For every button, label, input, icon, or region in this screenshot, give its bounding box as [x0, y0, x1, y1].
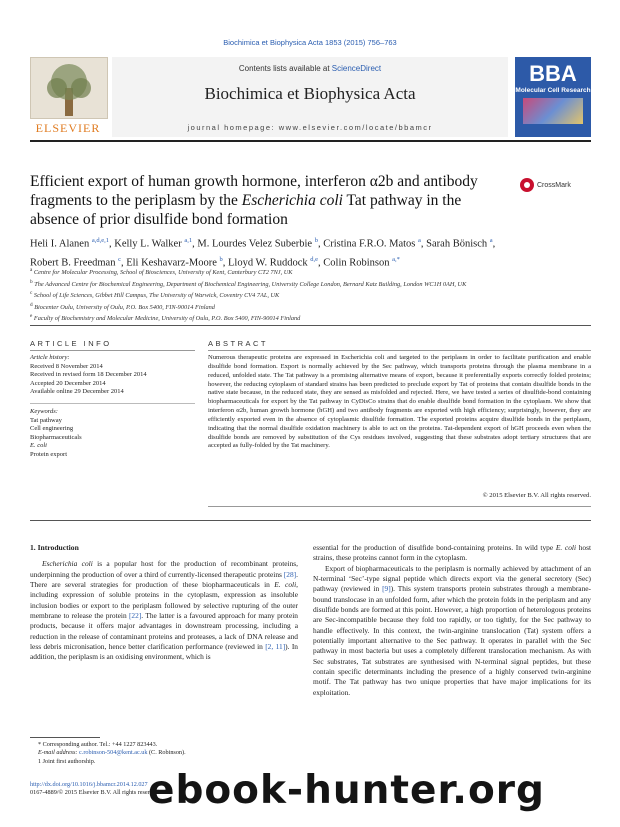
article-history [30, 354, 195, 397]
journal-title: Biochimica et Biophysica Acta [204, 84, 416, 103]
author-sup[interactable]: b [314, 237, 318, 244]
article-title [30, 172, 490, 229]
homepage-prefix: journal homepage: [187, 123, 279, 132]
author-list: Heli I. Alanen $^{a,d,e,1}$, Kelly L. Walker $^{a,1}$, M. Lourdes Velez Suberbie $^b$, Cristina F.R.O. Matos $^a$, Sarah Bönisch $^a$, Robert B. Freedman $^c$, Eli Keshavarz-Moore $^b$, Lloyd W. Ruddock $^{d,e}$, Colin Robinson $^{a,*}$ [30, 237, 496, 268]
author-name[interactable]: Cristina F.R.O. Matos [323, 238, 416, 250]
abstract-label: ABSTRACT [208, 339, 269, 348]
abstract-text: Numerous therapeutic proteins are expressed in Escherichia coli and targeted to the periplasm in order to facilitate purification and enable disulfide bond formation. Export is normally achieved by the Sec pathway, which transports proteins through the plasma membrane in a reduced, unfolded state. The Tat pathway is a promising alternative means of export, because it preferentially exports correctly folded proteins; however, the reducing cytoplasm of standard strains has been predicted to preclude export by Tat of proteins that contain disulfide bonds in the native state because, in the reduced state, they are sensed as misfolded and rejected. Here, we have tested a series of disulfide-bond containing biopharmaceuticals for export by the Tat pathway in CyDisCo strains that do enable disulfide bond formation in the cytoplasm. We show that interferon α2b, human growth hormone (hGH) and two antibody fragments are exported with high efficiency; surprisingly, however, they are efficiently exported even in the absence of cytoplasmic disulfide formation. The exported proteins acquire disulfide bonds in the periplasm, indicating that the normal disulfide oxidation machinery is able to act on the proteins. Tat-dependent export of hGH proceeds even when the disulfide bonds are removed by substitution of the Cys residues involved, suggesting that these substrates adopt tertiary structures that are accepted as fully-folded by the Tat machinery. [208, 354, 591, 450]
keyword: E. coli [30, 442, 47, 450]
article-info-rule [30, 350, 195, 351]
corresponding-author: * Corresponding author. Tel.: +44 1227 823443. [38, 741, 158, 748]
journal-cover[interactable] [515, 57, 591, 137]
elsevier-tree-icon [30, 57, 108, 119]
title-part1: Efficient export of human growth hormone, interferon α2b and antibody fragments to the periplasm by the [30, 173, 478, 209]
author-name[interactable]: Robert B. Freedman [30, 257, 116, 268]
author-name[interactable]: Heli I. Alanen [30, 238, 90, 250]
affiliation-list [30, 266, 591, 324]
footnotes [30, 741, 298, 766]
title-italic: Escherichia coli [241, 192, 343, 209]
article-info-label: ARTICLE INFO [30, 339, 112, 348]
joint-authorship: 1 Joint first authorship. [38, 757, 96, 765]
crossmark-button[interactable] [520, 178, 590, 194]
elsevier-logo [30, 57, 106, 135]
author-name[interactable]: Kelly L. Walker [114, 238, 182, 250]
history-item: Received 8 November 2014 [30, 362, 103, 370]
homepage-link[interactable]: www.elsevier.com/locate/bbamcr [278, 123, 433, 132]
sciencedirect-link[interactable]: ScienceDirect [331, 64, 382, 73]
author-sup[interactable]: a,d,e,1 [91, 237, 109, 244]
abstract-end-rule [208, 506, 591, 507]
body-column-right [313, 543, 591, 698]
affiliation: $^b$ The Advanced Centre for Biochemical Engineering, Department of Biochemical Engineering, University College London, Bernard Katz Building, London WC1H 0AH, UK [30, 278, 467, 288]
crossmark-label: CrossMark [537, 181, 571, 189]
keywords [30, 408, 195, 460]
affiliation: $^a$ Centre for Molecular Processing, School of Biosciences, University of Kent, Canterbury CT2 7NJ, UK [30, 267, 293, 277]
affiliation: $^d$ Biocenter Oulu, University of Oulu, P.O. Box 5400, FIN-90014 Finland [30, 301, 215, 311]
cover-subtitle: Molecular Cell Research [515, 87, 591, 94]
cover-image [523, 98, 583, 124]
reference-link[interactable]: [2, 11] [265, 642, 286, 652]
email-link[interactable]: c.robinson-504@kent.ac.uk [79, 749, 148, 757]
author-sup[interactable]: a [418, 237, 421, 244]
history-heading: Article history: [30, 354, 70, 361]
contents-line [112, 64, 508, 73]
author-sup[interactable]: c [118, 255, 121, 263]
keywords-rule [30, 403, 195, 404]
abstract-rule [208, 350, 591, 351]
author-sup[interactable]: a [489, 237, 493, 244]
paragraph: Export of biopharmaceuticals to the periplasm is normally achieved by attachment of an N-terminal ‘Sec’-type signal peptide which directs export via the general secretory (Sec) pathway (reviewed in [9]). This system transports protein substrates through a membrane-bound translocase in an unfolded form, after which the protein folds in the periplasm and any disulfide bonds are formed at this point. However, a high proportion of heterologous proteins are Sec-incompatible because they fold too rapidly, or too tightly, for the Sec pathway to handle effectively. In this context, the twin-arginine translocation (Tat) system offers a potentially important alternative to the Sec pathway. It operates in parallel with the Sec pathway in most bacteria but uses a completely different translocation mechanism. As with Sec substrates, Tat substrates are synthesised with N-terminal signal peptides, but these contain specific determinants including the presence of a highly conserved twin-arginine motif. The Tat pathway has two unique properties that have major implications for its exploitation. [313, 563, 592, 697]
history-item: Accepted 20 December 2014 [30, 379, 106, 387]
paragraph: Escherichia coli is a popular host for the production of recombinant proteins, underpinning the production of over a third of currently-licensed therapeutic proteins [28]. There are several strategies for production of these biopharmaceuticals in E. coli, including expression of soluble proteins in the cytoplasm, expression as insoluble inclusion bodies or export to the periplasm followed by selective rupturing of the outer membrane to release the protein [22]. The latter is a favoured approach for many protein products, because it offers major advantages in downstream processing, including a reduction in the release of contaminant proteins and proteases, a lack of DNA release and less debris micronisation, hence better clarification performance (reviewed in [2, 11]). In addition, the periplasm is an oxidising environment, which is [30, 559, 298, 662]
reference-link[interactable]: [22] [128, 611, 142, 621]
journal-homepage [112, 123, 508, 132]
issn-line: 0167-4889/© 2015 Elsevier B.V. All rights reserved. [30, 789, 161, 797]
paragraph: essential for the production of disulfide bond-containing proteins. In wild type E. coli host strains, these proteins cannot form in the cytoplasm. [313, 543, 592, 563]
keyword: Protein export [30, 450, 68, 458]
email-line: E-mail address: c.robinson-504@kent.ac.uk (C. Robinson). [38, 749, 186, 757]
contents-prefix: Contents lists available at [238, 64, 332, 73]
body-column-left [30, 543, 298, 663]
keywords-heading: Keywords: [30, 408, 58, 415]
header-rule [30, 140, 591, 142]
author-name[interactable]: Eli Keshavarz-Moore [126, 257, 217, 268]
cover-title: BBA [529, 61, 577, 86]
crossmark-icon [520, 178, 534, 192]
keyword: Biopharmaceuticals [30, 433, 82, 441]
reference-link[interactable]: [9] [382, 584, 391, 594]
author-name[interactable]: Sarah Bönisch [426, 238, 488, 250]
section-rule [30, 325, 591, 326]
reference-link[interactable]: [28] [283, 569, 297, 579]
journal-citation[interactable]: Biochimica et Biophysica Acta 1853 (2015) 756–763 [223, 38, 397, 47]
footnote-rule [30, 737, 100, 738]
author-sup[interactable]: a,* [392, 255, 400, 263]
elsevier-wordmark: ELSEVIER [35, 121, 101, 135]
doi-link[interactable]: http://dx.doi.org/10.1016/j.bbamcr.2014.12.027 [30, 781, 148, 788]
author-name[interactable]: Colin Robinson [323, 257, 390, 268]
body-rule [30, 520, 591, 521]
affiliation: $^c$ School of Life Sciences, Gibbet Hill Campus, The University of Warwick, Coventry CV4 7AL, UK [30, 290, 280, 300]
keyword: Tat pathway [30, 416, 62, 424]
section-heading: 1. Introduction [30, 543, 79, 552]
history-item: Received in revised form 18 December 2014 [30, 371, 147, 379]
author-name[interactable]: M. Lourdes Velez Suberbie [197, 238, 313, 250]
affiliation: $^e$ Faculty of Biochemistry and Molecular Medicine, University of Oulu, P.O. Box 5400, FIN-90014 Finland [30, 313, 301, 323]
author-sup[interactable]: a,1 [184, 237, 193, 244]
watermark: ebook-hunter.org [148, 768, 545, 813]
title-part2: Tat pathway in the absence of prior disulfide bond formation [30, 192, 462, 228]
keyword: Cell engineering [30, 425, 74, 433]
author-sup[interactable]: b [219, 255, 223, 263]
author-sup[interactable]: d,e [310, 255, 319, 263]
author-name[interactable]: Lloyd W. Ruddock [228, 257, 308, 268]
copyright: © 2015 Elsevier B.V. All rights reserved. [482, 492, 591, 499]
history-item: Available online 29 December 2014 [30, 388, 124, 396]
